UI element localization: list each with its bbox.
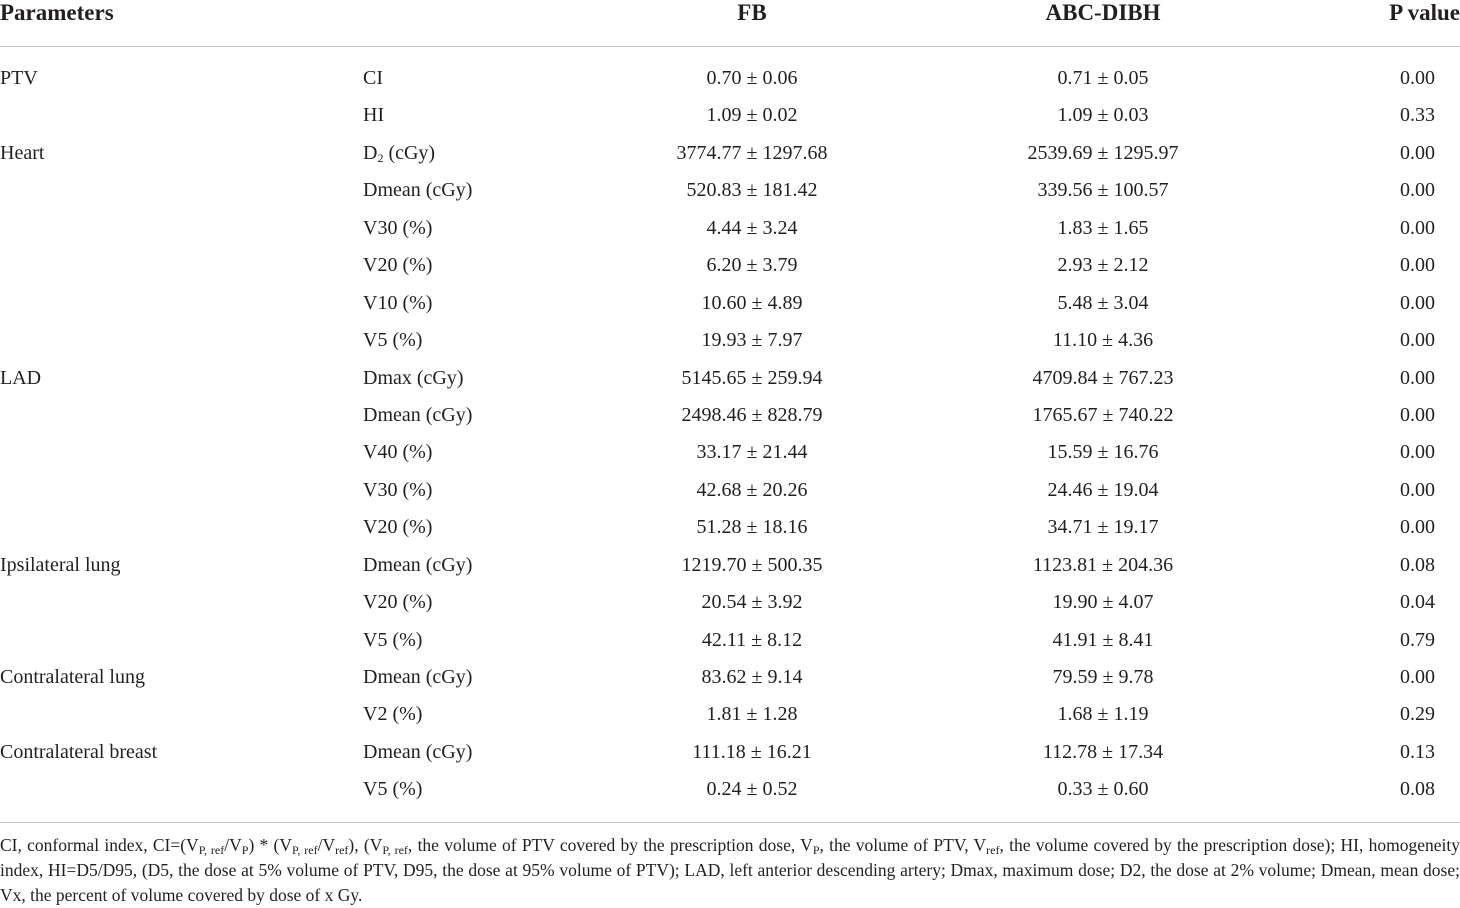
cell-abc-dibh-value: 4709.84 ± 767.23 xyxy=(1032,366,1174,389)
cell-p-value: 0.00 xyxy=(1400,254,1435,277)
cell-fb-value: 111.18 ± 16.21 xyxy=(692,740,812,763)
cell-fb-value: 33.17 ± 21.44 xyxy=(696,441,808,464)
cell-abc-dibh-value: 2539.69 ± 1295.97 xyxy=(1027,141,1179,164)
footnote-text: , the volume covered by the prescription dose); HI, homogeneity index, HI=D5/D95, (D5, the dose at 5% volume of PTV, D95, the dose at 95% volume of PTV); LAD, left anterior descending artery; Dmax, maximum dose; D2, the dose at 2% volume; Dmean, mean dose; Vx, the percent of volume covered by dose of x Gy. xyxy=(0,835,1460,905)
cell-fb-value: 1.81 ± 1.28 xyxy=(706,703,798,726)
cell-abc-dibh-value: 0.33 ± 0.60 xyxy=(1057,778,1149,801)
cell-abc-dibh-value: 339.56 ± 100.57 xyxy=(1037,179,1169,202)
table-row xyxy=(0,622,1460,659)
footnote-subscript: P xyxy=(241,843,249,857)
cell-p-value: 0.00 xyxy=(1400,441,1435,464)
footnote-text: /V xyxy=(317,835,336,855)
parameter-base: D xyxy=(363,141,378,164)
table-row xyxy=(0,60,1460,97)
cell-fb-value: 19.93 ± 7.97 xyxy=(701,329,803,352)
cell-abc-dibh-value: 11.10 ± 4.36 xyxy=(1052,329,1154,352)
footnote-subscript: P xyxy=(812,843,820,857)
cell-p-value: 0.08 xyxy=(1400,553,1435,576)
cell-p-value: 0.00 xyxy=(1400,516,1435,539)
cell-p-value: 0.00 xyxy=(1400,67,1435,89)
table-row xyxy=(0,135,1460,172)
cell-parameter: V20 (%) xyxy=(363,591,433,614)
cell-p-value: 0.08 xyxy=(1400,778,1435,801)
footnote-subscript: P, ref xyxy=(382,843,408,857)
cell-parameter xyxy=(363,135,435,172)
cell-abc-dibh-value: 1.09 ± 0.03 xyxy=(1057,104,1149,127)
table-row xyxy=(0,584,1460,621)
cell-abc-dibh-value: 1123.81 ± 204.36 xyxy=(1032,553,1174,576)
cell-abc-dibh-value: 79.59 ± 9.78 xyxy=(1052,666,1154,688)
footnote-text: CI, conformal index, CI=(V xyxy=(0,835,199,855)
cell-p-value: 0.00 xyxy=(1400,403,1435,426)
cell-abc-dibh-value: 5.48 ± 3.04 xyxy=(1057,291,1149,314)
cell-fb-value: 4.44 ± 3.24 xyxy=(706,216,798,239)
table-row xyxy=(0,247,1460,284)
cell-parameter: V10 (%) xyxy=(363,291,433,314)
cell-p-value: 0.04 xyxy=(1400,591,1435,614)
header-abc-dibh: ABC-DIBH xyxy=(1045,0,1161,25)
cell-abc-dibh-value: 15.59 ± 16.76 xyxy=(1047,441,1159,464)
cell-fb-value: 2498.46 ± 828.79 xyxy=(681,403,823,426)
cell-p-value: 0.00 xyxy=(1400,179,1435,202)
table-row xyxy=(0,285,1460,322)
footnote-text: , the volume of PTV covered by the prescription dose, V xyxy=(407,835,813,855)
cell-fb-value: 10.60 ± 4.89 xyxy=(701,291,803,314)
cell-p-value: 0.00 xyxy=(1400,478,1435,501)
cell-fb-value: 520.83 ± 181.42 xyxy=(686,179,818,202)
header-p-value: P value xyxy=(1389,0,1460,25)
cell-fb-value: 20.54 ± 3.92 xyxy=(701,591,803,614)
cell-parameter: V40 (%) xyxy=(363,441,433,464)
table-row xyxy=(0,360,1460,397)
table-row xyxy=(0,397,1460,434)
table-row xyxy=(0,472,1460,509)
cell-p-value: 0.00 xyxy=(1400,666,1435,688)
cell-parameter: V20 (%) xyxy=(363,516,433,539)
parameter-unit: (cGy) xyxy=(383,141,436,164)
table-row xyxy=(0,172,1460,209)
table-row xyxy=(0,771,1460,808)
cell-abc-dibh-value: 1765.67 ± 740.22 xyxy=(1032,403,1174,426)
cell-structure: Contralateral lung xyxy=(0,666,145,688)
cell-parameter: V5 (%) xyxy=(363,329,423,352)
cell-structure: LAD xyxy=(0,366,42,389)
footnote-text: ), (V xyxy=(348,835,383,855)
cell-fb-value: 51.28 ± 18.16 xyxy=(696,516,808,539)
table-row xyxy=(0,659,1460,696)
table-row xyxy=(0,509,1460,546)
footnote-text: ) * (V xyxy=(248,835,293,855)
table-row xyxy=(0,322,1460,359)
cell-fb-value: 6.20 ± 3.79 xyxy=(706,254,798,277)
table-header-row xyxy=(0,0,1460,47)
cell-p-value: 0.29 xyxy=(1400,703,1435,726)
cell-parameter: Dmean (cGy) xyxy=(363,740,473,763)
cell-parameter: CI xyxy=(363,67,383,89)
cell-parameter: V5 (%) xyxy=(363,628,423,651)
cell-abc-dibh-value: 112.78 ± 17.34 xyxy=(1042,740,1164,763)
cell-parameter: V2 (%) xyxy=(363,703,423,726)
cell-fb-value: 5145.65 ± 259.94 xyxy=(681,366,823,389)
table-row xyxy=(0,696,1460,733)
cell-p-value: 0.00 xyxy=(1400,141,1435,164)
cell-structure: PTV xyxy=(0,67,38,89)
cell-p-value: 0.00 xyxy=(1400,329,1435,352)
cell-parameter: V30 (%) xyxy=(363,478,433,501)
table-row xyxy=(0,547,1460,584)
cell-fb-value: 3774.77 ± 1297.68 xyxy=(676,141,828,164)
footnote-text: , the volume of PTV, V xyxy=(819,835,987,855)
cell-fb-value: 1.09 ± 0.02 xyxy=(706,104,798,127)
cell-p-value: 0.13 xyxy=(1400,740,1435,763)
table-row xyxy=(0,434,1460,471)
footnote-subscript: P, ref xyxy=(292,843,318,857)
cell-parameter: V20 (%) xyxy=(363,254,433,277)
footnote-subscript: ref xyxy=(335,843,349,857)
table-body xyxy=(0,47,1460,809)
cell-structure: Contralateral breast xyxy=(0,740,158,763)
cell-fb-value: 83.62 ± 9.14 xyxy=(701,666,803,688)
table-row xyxy=(0,210,1460,247)
cell-abc-dibh-value: 41.91 ± 8.41 xyxy=(1052,628,1154,651)
cell-parameter: HI xyxy=(363,104,385,127)
cell-abc-dibh-value: 2.93 ± 2.12 xyxy=(1057,254,1149,277)
cell-p-value: 0.00 xyxy=(1400,366,1435,389)
cell-parameter: V30 (%) xyxy=(363,216,433,239)
parameter-subscript: 2 xyxy=(377,150,384,165)
cell-fb-value: 0.24 ± 0.52 xyxy=(706,778,798,801)
cell-parameter: Dmax (cGy) xyxy=(363,366,464,389)
cell-parameter: Dmean (cGy) xyxy=(363,403,473,426)
cell-p-value: 0.33 xyxy=(1400,104,1435,127)
cell-fb-value: 42.11 ± 8.12 xyxy=(701,628,803,651)
cell-abc-dibh-value: 19.90 ± 4.07 xyxy=(1052,591,1154,614)
cell-parameter: V5 (%) xyxy=(363,778,423,801)
cell-fb-value: 0.70 ± 0.06 xyxy=(706,67,798,89)
table-footnote xyxy=(0,833,1460,908)
header-fb: FB xyxy=(737,0,767,25)
cell-abc-dibh-value: 1.83 ± 1.65 xyxy=(1057,216,1149,239)
table-row xyxy=(0,734,1460,771)
cell-parameter: Dmean (cGy) xyxy=(363,666,473,688)
footnote-subscript: P, ref xyxy=(198,843,225,857)
cell-abc-dibh-value: 34.71 ± 19.17 xyxy=(1047,516,1159,539)
cell-fb-value: 1219.70 ± 500.35 xyxy=(681,553,823,576)
cell-abc-dibh-value: 24.46 ± 19.04 xyxy=(1047,478,1159,501)
cell-parameter: Dmean (cGy) xyxy=(363,179,473,202)
cell-structure: Heart xyxy=(0,141,45,164)
table-bottom-rule xyxy=(0,822,1460,823)
cell-abc-dibh-value: 0.71 ± 0.05 xyxy=(1057,67,1149,89)
header-parameters: Parameters xyxy=(0,0,114,25)
cell-p-value: 0.79 xyxy=(1400,628,1435,651)
footnote-text: /V xyxy=(224,835,242,855)
cell-p-value: 0.00 xyxy=(1400,216,1435,239)
cell-abc-dibh-value: 1.68 ± 1.19 xyxy=(1057,703,1149,726)
cell-fb-value: 42.68 ± 20.26 xyxy=(696,478,808,501)
cell-parameter: Dmean (cGy) xyxy=(363,553,473,576)
table-row xyxy=(0,97,1460,134)
cell-p-value: 0.00 xyxy=(1400,291,1435,314)
cell-structure: Ipsilateral lung xyxy=(0,553,121,576)
footnote-subscript: ref xyxy=(986,843,1000,857)
